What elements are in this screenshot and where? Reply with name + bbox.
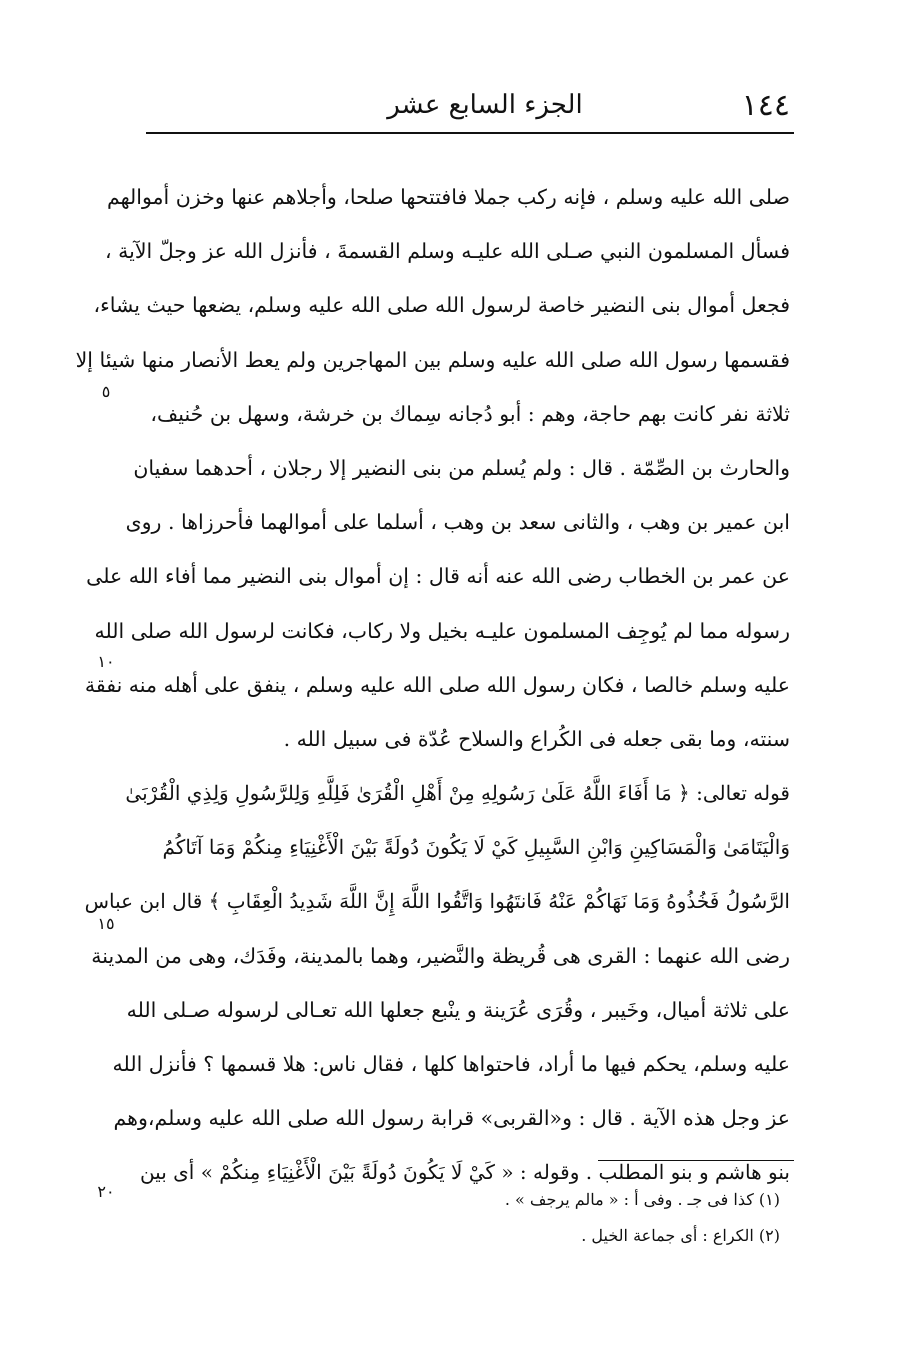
text-line: عن عمر بن الخطاب رضى الله عنه أنه قال : إن أموال بنى النضير مما أفاء الله على: [86, 564, 790, 589]
header-rule: [146, 132, 794, 134]
text-line: رضى الله عنهما : القرى هى قُريظة والنَّضير، وهما بالمدينة، وفَدَك، وهى من المدينة: [91, 943, 790, 968]
text-line: بنو هاشم و بنو المطلب . وقوله : « كَيْ لَا يَكُونَ دُولَةً بَيْنَ الْأَغْنِيَاءِ مِنكُمْ » أى بين: [139, 1160, 790, 1185]
text-line: على ثلاثة أميال، وخَيبر ، وقُرَى عُرَينة و ينْبع جعلها الله تعـالى لرسوله صـلى الله: [126, 997, 790, 1022]
line-number-20: ٢٠: [97, 1182, 115, 1201]
running-title: الجزء السابع عشر: [387, 90, 583, 120]
text-line: صلى الله عليه وسلم ، فإنه ركب جملا فافتتحها صلحا، وأجلاهم عنها وخزن أموالهم: [106, 185, 790, 209]
text-line: قوله تعالى: ﴿ مَا أَفَاءَ اللَّهُ عَلَىٰ رَسُولِهِ مِنْ أَهْلِ الْقُرَىٰ فَلِلَّهِ وَلِلرَّسُولِ وَلِذِي الْقُرْبَىٰ: [125, 781, 790, 806]
line-number-15: ١٥: [97, 914, 115, 933]
text-line: عليه وسلم خالصا ، فكان رسول الله صلى الله عليه وسلم ، ينفق على أهله منه نفقة: [84, 672, 790, 697]
text-line: عليه وسلم، يحكم فيها ما أراد، فاحتواها كلها ، فقال ناس: هلا قسمها ؟ فأنزل الله: [112, 1052, 790, 1076]
text-line: الرَّسُولُ فَخُذُوهُ وَمَا نَهَاكُمْ عَنْهُ فَانتَهُوا وَاتَّقُوا اللَّهَ إِنَّ اللَّهَ شَدِيدُ الْعِقَابِ ﴾ قال ابن عباس: [84, 889, 790, 914]
footnotes: [440, 1182, 780, 1254]
text-line: فسأل المسلمون النبي صـلى الله عليـه وسلم القسمةَ ، فأنزل الله عز وجلّ الآية ،: [104, 239, 790, 264]
line-number-10: ١٠: [97, 652, 115, 671]
text-line: فجعل أموال بنى النضير خاصة لرسول الله صلى الله عليه وسلم، يضعها حيث يشاء،: [93, 293, 790, 318]
text-line: ابن عمير بن وهب ، والثانى سعد بن وهب ، أسلما على أموالهما فأحرزاها . روى: [125, 510, 790, 535]
line-number-5: ٥: [101, 382, 111, 401]
footnote: (١) كذا فى جـ . وفى أ : « مالم يرجف » .: [504, 1190, 780, 1209]
text-line: والحارث بن الصِّمّة . قال : ولم يُسلم من بنى النضير إلا رجلان ، أحدهما سفيان: [133, 455, 790, 480]
footnote-rule: [598, 1160, 794, 1161]
footnote: (٢) الكراع : أى جماعة الخيل .: [581, 1226, 780, 1245]
text-line: وَالْيَتَامَىٰ وَالْمَسَاكِينِ وَابْنِ السَّبِيلِ كَيْ لَا يَكُونَ دُولَةً بَيْنَ الْأَغْنِيَاءِ مِنكُمْ وَمَا آتَاكُمُ: [162, 835, 790, 860]
page-number: ١٤٤: [741, 88, 790, 123]
text-line: ثلاثة نفر كانت بهم حاجة، وهم : أبو دُجانه سِماك بن خرشة، وسهل بن حُنيف،: [150, 401, 790, 426]
text-line: عز وجل هذه الآية . قال : و«القربى» قرابة رسول الله صلى الله عليه وسلم،وهم: [113, 1106, 790, 1131]
text-line: رسوله مما لم يُوجِف المسلمون عليـه بخيل ولا ركاب، فكانت لرسول الله صلى الله: [94, 618, 790, 643]
text-line: فقسمها رسول الله صلى الله عليه وسلم بين المهاجرين ولم يعط الأنصار منها شيئا إلا: [75, 347, 790, 372]
text-line: سنته، وما بقى جعله فى الكُراع والسلاح عُدّة فى سبيل الله .: [283, 726, 790, 751]
